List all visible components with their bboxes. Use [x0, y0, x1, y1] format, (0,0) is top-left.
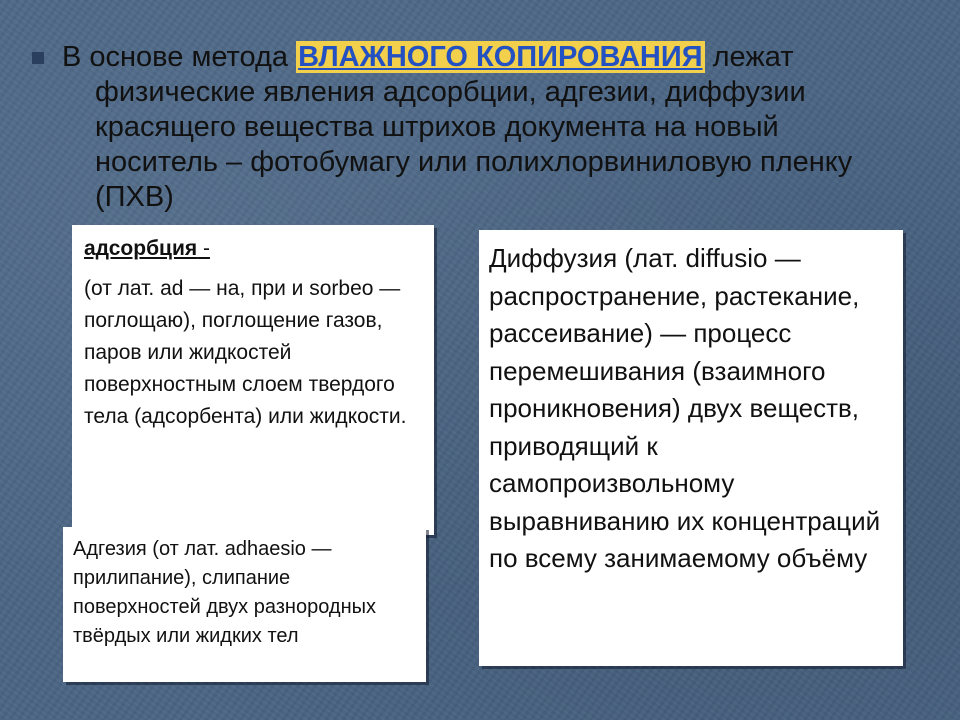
adsorption-term-line	[84, 233, 422, 265]
diffusion-box	[479, 230, 903, 666]
adsorption-term: адсорбция	[84, 237, 198, 260]
heading-highlight: ВЛАЖНОГО КОПИРОВАНИЯ	[298, 41, 703, 73]
adsorption-definition: (от лат. ad — на, при и sorbeo — поглощаю), поглощение газов, паров или жидкостей поверхностным слоем твердого тела (адсорбента) или жидкости.	[84, 277, 407, 428]
heading-prefix: В основе метода	[62, 41, 297, 73]
adsorption-box	[72, 225, 434, 535]
heading-first-line	[62, 40, 922, 75]
adsorption-dash: -	[197, 237, 210, 260]
bullet-square-icon	[32, 52, 44, 64]
adhesion-box	[63, 527, 426, 682]
heading-suffix: лежат	[704, 41, 794, 73]
adhesion-text: Адгезия (от лат. adhaesio — прилипание), слипание поверхностей двух разнородных твёрдых или жидких тел	[73, 538, 376, 647]
slide-heading	[62, 40, 922, 215]
diffusion-text: Диффузия (лат. diffusio — распространение, растекание, рассеивание) — процесс перемешивания (взаимного проникновения) двух веществ, приводящий к самопроизвольному выравниванию их концентраций по всему занимаемому объёму	[489, 243, 881, 573]
heading-continuation: физические явления адсорбции, адгезии, диффузии красящего вещества штрихов документа на новый носитель – фотобумагу или полихлорвиниловую пленку (ПХВ)	[95, 76, 853, 213]
